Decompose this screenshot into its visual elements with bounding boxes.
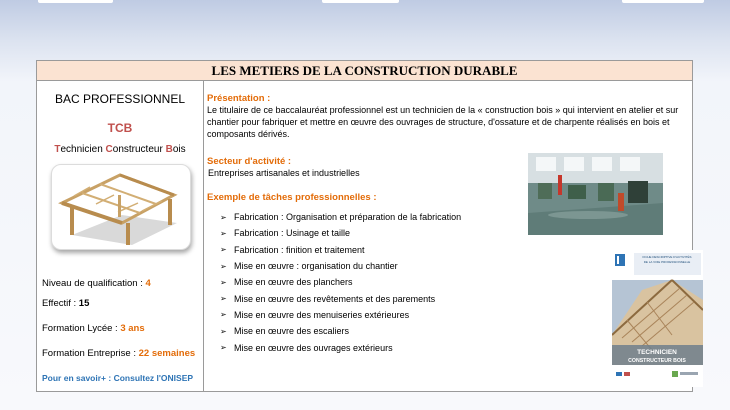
presentation-text: Le titulaire de ce baccalauréat professionnel est un technicien de la « construction bois » qui intervient en atelier et sur chantier pour fabriquer et mettre en œuvre des ouvrages de structure, d'ossature et de charpente réalisés en bois et composants dérivés. (207, 105, 679, 139)
arrow-bullet-icon: ➢ (220, 261, 227, 271)
arrow-bullet-icon: ➢ (220, 212, 227, 222)
task-item (220, 274, 461, 290)
name-part-3: ois (172, 144, 186, 155)
name-part-2: onstructeur (112, 144, 166, 155)
entreprise-value: 22 semaines (138, 348, 196, 359)
brochure-cover-illustration (612, 250, 703, 387)
qualification-level (42, 278, 151, 289)
workshop-illustration (528, 153, 663, 235)
formation-lycee (42, 323, 145, 334)
arrow-bullet-icon: ➢ (220, 326, 227, 336)
diploma-full-name (37, 144, 203, 155)
tasks-list (220, 209, 461, 356)
task-text: Fabrication : finition et traitement (234, 244, 365, 255)
task-text: Mise en œuvre des ouvrages extérieurs (234, 342, 393, 353)
task-item (220, 209, 461, 225)
name-part-1: echnicien (60, 144, 106, 155)
task-text: Fabrication : Usinage et taille (234, 228, 351, 239)
svg-text:DE LA VOIE PROFESSIONNELLE: DE LA VOIE PROFESSIONNELLE (643, 260, 691, 264)
workshop-photo (528, 153, 663, 235)
task-text: Mise en œuvre : organisation du chantier (234, 261, 398, 272)
task-text: Mise en œuvre des escaliers (234, 326, 350, 337)
timber-frame-illustration (52, 165, 190, 249)
onisep-link[interactable]: Pour en savoir+ : Consultez l'ONISEP (42, 373, 194, 383)
effectif (42, 298, 89, 309)
task-text: Mise en œuvre des revêtements et des parements (234, 293, 436, 304)
diploma-label: BAC PROFESSIONNEL (54, 92, 186, 106)
task-item (220, 307, 461, 323)
task-text: Mise en œuvre des planchers (234, 277, 353, 288)
initial-t: T (54, 144, 61, 155)
task-item (220, 290, 461, 306)
left-column (37, 80, 203, 392)
task-item (220, 225, 461, 241)
card-title: LES METIERS DE LA CONSTRUCTION DURABLE (37, 61, 692, 81)
task-text: Mise en œuvre des menuiseries extérieures (234, 309, 410, 320)
arrow-bullet-icon: ➢ (220, 294, 227, 304)
arrow-bullet-icon: ➢ (220, 310, 227, 320)
top-tab-left (38, 0, 113, 3)
arrow-bullet-icon: ➢ (220, 277, 227, 287)
effectif-value: 15 (78, 298, 90, 309)
svg-text:FICHE DESCRIPTIVE D'ACTIVITÉS: FICHE DESCRIPTIVE D'ACTIVITÉS (642, 255, 692, 259)
entreprise-label: Formation Entreprise : (42, 348, 139, 359)
initial-c: C (105, 144, 113, 155)
arrow-bullet-icon: ➢ (220, 228, 227, 238)
initial-b: B (165, 144, 173, 155)
task-text: Fabrication : Organisation et préparation de la fabrication (234, 212, 462, 223)
sector-text: Entreprises artisanales et industrielles (208, 168, 360, 178)
arrow-bullet-icon: ➢ (220, 245, 227, 255)
presentation-title: Présentation : (207, 93, 271, 104)
career-card (36, 60, 693, 392)
qualification-value: 4 (145, 278, 151, 289)
task-item (220, 258, 461, 274)
diploma-code: TCB (107, 121, 133, 135)
top-tab-right (622, 0, 704, 3)
task-item (220, 339, 461, 355)
cover-title-line2: CONSTRUCTEUR BOIS (628, 358, 686, 364)
cover-title-line1: TECHNICIEN (637, 349, 677, 356)
task-item (220, 323, 461, 339)
formation-entreprise (42, 348, 195, 359)
lycee-label: Formation Lycée : (42, 323, 121, 334)
task-item (220, 242, 461, 258)
sector-title: Secteur d'activité : (207, 156, 292, 167)
effectif-label: Effectif : (42, 298, 79, 309)
qualification-label: Niveau de qualification : (42, 278, 146, 289)
right-column (204, 80, 693, 392)
roof-frame-image (51, 164, 191, 250)
tasks-title: Exemple de tâches professionnelles : (207, 192, 377, 203)
arrow-bullet-icon: ➢ (220, 343, 227, 353)
brochure-cover (612, 250, 703, 387)
top-tab-middle (322, 0, 399, 3)
lycee-value: 3 ans (120, 323, 145, 334)
